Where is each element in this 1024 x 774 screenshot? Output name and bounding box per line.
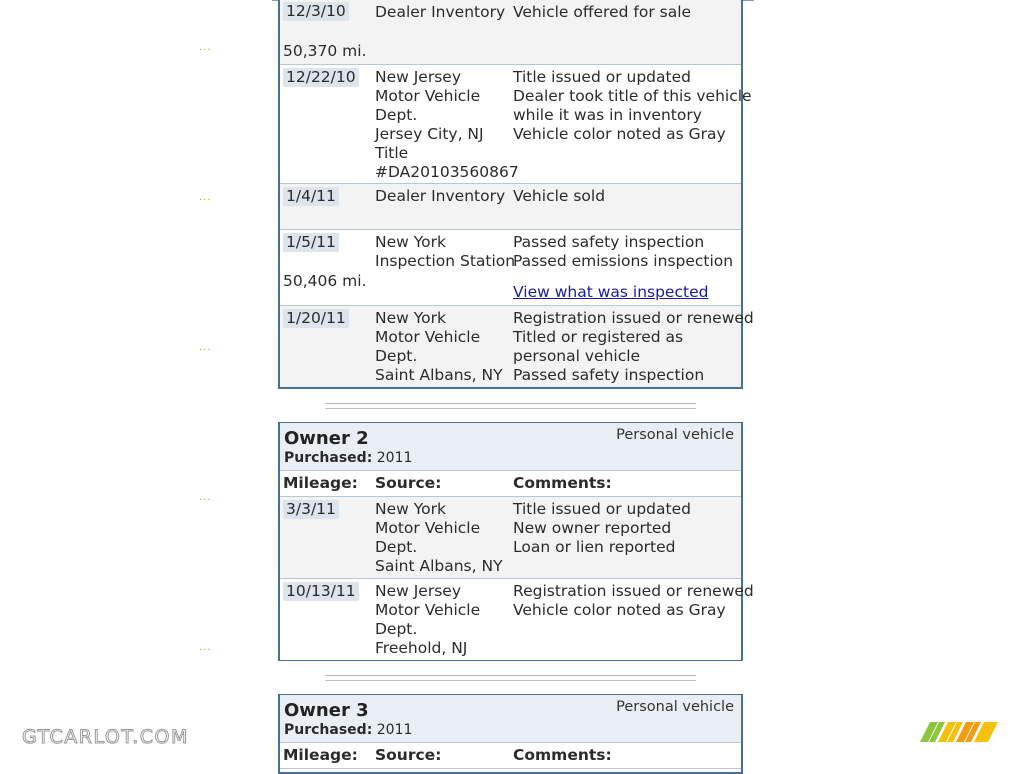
table-row — [280, 497, 741, 579]
table-row — [280, 306, 754, 387]
section-divider — [325, 403, 696, 409]
owner-title: Owner 3 — [284, 700, 369, 721]
table-row — [280, 65, 752, 184]
record-comments: Passed safety inspection Passed emissions inspection — [513, 233, 734, 270]
owner-3-card — [278, 694, 743, 774]
source-header: Source: — [375, 746, 442, 764]
record-source: New York Motor Vehicle Dept. Saint Albans, NY — [375, 500, 503, 575]
purchased-info: Purchased: 2011 — [284, 722, 413, 738]
record-source: New Jersey Motor Vehicle Dept. Jersey City, NJ Title #DA20103560867 — [375, 68, 519, 181]
side-marker: ... — [199, 42, 212, 53]
column-headers — [280, 471, 741, 497]
record-source: Dealer Inventory — [375, 3, 506, 21]
section-divider — [325, 675, 696, 681]
owner-header — [280, 423, 741, 471]
record-source: Dealer Inventory — [375, 187, 506, 205]
mileage-header: Mileage: — [283, 746, 358, 764]
record-date: 12/3/10 — [283, 2, 349, 21]
owner-title: Owner 2 — [284, 428, 369, 449]
purchased-info: Purchased: 2011 — [284, 450, 413, 466]
record-comments: Title issued or updated New owner reported Loan or lien reported — [513, 500, 691, 556]
side-marker: ... — [199, 642, 212, 653]
record-source: New York Inspection Station — [375, 233, 516, 270]
table-row — [280, 0, 741, 65]
record-date: 12/22/10 — [283, 68, 359, 87]
owner-type: Personal vehicle — [616, 427, 734, 443]
record-comments: Title issued or updated Dealer took title of this vehicle while it was in inventory Vehicle color noted as Gray — [513, 68, 752, 143]
record-mileage: 50,370 mi. — [283, 42, 367, 60]
table-row — [280, 230, 741, 306]
comments-header: Comments: — [513, 474, 612, 492]
side-marker: ... — [199, 492, 212, 503]
side-marker: ... — [199, 342, 212, 353]
comments-header: Comments: — [513, 746, 612, 764]
record-date: 1/4/11 — [283, 187, 339, 206]
view-inspection-link[interactable]: View what was inspected — [513, 283, 709, 301]
owner-type: Personal vehicle — [616, 699, 734, 715]
side-marker: ... — [199, 192, 212, 203]
brand-stripes-icon — [920, 720, 1000, 744]
owner-header — [280, 695, 741, 743]
record-comments: Registration issued or renewed Vehicle color noted as Gray — [513, 582, 754, 619]
table-row — [280, 184, 741, 230]
record-date: 1/20/11 — [283, 309, 349, 328]
record-comments: Vehicle sold — [513, 187, 606, 205]
table-row — [280, 579, 754, 660]
column-headers — [280, 743, 741, 769]
mileage-header: Mileage: — [283, 474, 358, 492]
source-header: Source: — [375, 474, 442, 492]
record-source: New Jersey Motor Vehicle Dept. Freehold, NJ — [375, 582, 481, 657]
record-comments: Vehicle offered for sale — [513, 3, 692, 21]
record-source: New York Motor Vehicle Dept. Saint Albans, NY — [375, 309, 503, 384]
record-date: 10/13/11 — [283, 582, 359, 601]
watermark-text: GTCARLOT.COM — [22, 726, 189, 748]
owner-2-card — [278, 422, 754, 661]
record-date: 3/3/11 — [283, 500, 339, 519]
record-date: 1/5/11 — [283, 233, 339, 252]
owner-1-history-card — [278, 0, 754, 389]
record-comments: Registration issued or renewed Titled or registered as personal vehicle Passed safety inspection — [513, 309, 754, 384]
record-mileage: 50,406 mi. — [283, 272, 367, 290]
